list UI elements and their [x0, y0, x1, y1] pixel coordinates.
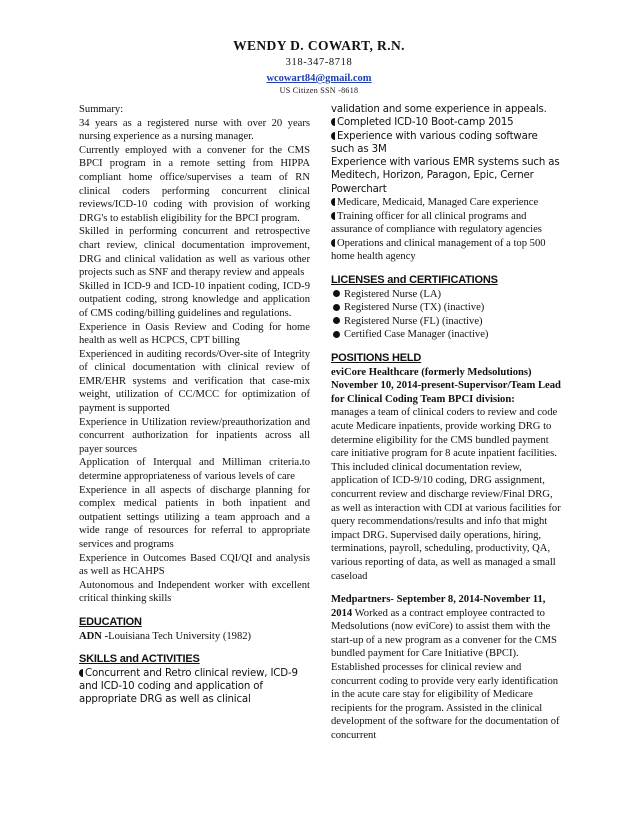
education-school: Louisiana Tech University (1982) — [108, 630, 252, 642]
skills-item — [331, 196, 563, 210]
bullet-icon — [331, 212, 335, 220]
bullet-icon — [333, 331, 340, 338]
summary-para: Experience in Utilization review/preauthorization and concurrent authorization for inpatients across all payer sources — [79, 416, 310, 455]
bullet-icon — [333, 304, 340, 311]
summary-para: Experience in Oasis Review and Coding for home health as well as HCPCS, CPT billing — [79, 321, 310, 347]
license-item — [331, 301, 563, 315]
license-item — [331, 315, 563, 329]
candidate-name: WENDY D. COWART, R.N. — [233, 38, 405, 53]
skills-item — [79, 667, 310, 707]
job-title: Medpartners- September 8, 2014-November 11, 2014 — [331, 594, 546, 619]
skills-item-text: Completed ICD-10 Boot-camp 2015 — [337, 117, 514, 129]
license-text: Registered Nurse (TX) (inactive) — [344, 302, 485, 314]
phone-number: 318-347-8718 — [285, 57, 353, 68]
summary-para: 34 years as a registered nurse with over 20 years nursing experience as a nursing manager. — [79, 117, 310, 143]
skills-continued: validation and some experience in appeals. — [331, 104, 547, 115]
education-degree: ADN - — [79, 630, 109, 642]
license-text: Registered Nurse (FL) (inactive) — [344, 315, 483, 327]
summary-para: Autonomous and Independent worker with excellent critical thinking skills — [79, 579, 310, 605]
summary-para: Experience in all aspects of discharge planning for complex medical patients in both inpatient and outpatient settings utilizing a team approach and a wide range of resources for referral to appropriate services and programs — [79, 484, 310, 550]
summary-heading: Summary: — [79, 104, 124, 115]
job-entry — [331, 593, 563, 743]
skills-item-text: Experience with various coding software such as 3M — [331, 130, 538, 155]
skills-item — [331, 116, 563, 129]
bullet-icon — [331, 118, 335, 126]
bullet-icon — [333, 290, 340, 297]
license-text: Certified Case Manager (inactive) — [344, 329, 489, 341]
bullet-icon — [331, 132, 335, 140]
bullet-icon — [331, 198, 335, 206]
summary-para: Skilled in ICD-9 and ICD-10 inpatient coding, ICD-9 outpatient coding, strong knowledge and application of CMS coding/billing guidelines and regulations. — [79, 280, 310, 319]
job-description: manages a team of clinical coders to review and code acute Medicare inpatients, provide working DRG to determine eligibility for the CMS bundled payment care initiative program for 8 acute inpatient facilities. This included clinical documentation review, application of ICD-9/10 coding, DRG assignment, concurrent review and discharge review/Final DRG, as well as interaction with CDI at various facilities for query recommendations/results and info that might impact DRG. Supervised daily operations, hiring, terminations, payroll, scheduling, productivity, QA, various reporting of data, as well as managed a small caseload — [331, 407, 561, 582]
skills-item — [331, 130, 563, 157]
bullet-icon — [331, 239, 335, 247]
email-link[interactable]: wcowart84@gmail.com — [266, 73, 372, 84]
education-heading: EDUCATION — [79, 615, 142, 628]
summary-paragraphs — [79, 117, 310, 606]
skills-item-text: Training officer for all clinical programs and assurance of compliance with regulatory agencies — [331, 210, 542, 236]
summary-para: Currently employed with a convener for the CMS BPCI program in a remote setting from HIPPA compliant home office/supervises a team of RN clinical coders performing concurrent clinical reviews/ICD-10 coding with provision of working DRG's to establish eligibility for the BPCI program. — [79, 144, 310, 224]
skills-item — [331, 237, 563, 264]
positions-heading: POSITIONS HELD — [331, 352, 422, 365]
skills-item-text: Medicare, Medicaid, Managed Care experience — [337, 197, 539, 209]
licenses-heading: LICENSES and CERTIFICATIONS — [331, 274, 498, 287]
right-column — [331, 103, 563, 743]
resume-header — [0, 38, 638, 95]
bullet-icon — [79, 669, 83, 677]
left-column — [79, 103, 310, 707]
summary-para: Application of Interqual and Milliman criteria.to determine appropriateness of various levels of care — [79, 457, 310, 483]
summary-para: Experienced in auditing records/Over-site of Integrity of clinical documentation with clinical review of EMR/EHR systems and verification that case-mix weight, utilization of CC/MCC for optimization of payment is supported — [79, 348, 310, 415]
license-text: Registered Nurse (LA) — [344, 288, 442, 300]
education-entry — [79, 630, 310, 644]
skills-item — [331, 210, 563, 237]
citizenship-line: US Citizen SSN -8618 — [279, 86, 359, 95]
skills-heading: SKILLS and ACTIVITIES — [79, 653, 200, 666]
skills-emr: Experience with various EMR systems such as Meditech, Horizon, Paragon, Epic, Cerner Powerchart — [331, 157, 560, 195]
job-description: Worked as a contract employee contracted to Medsolutions (now eviCore) to assist them with the start-up of a new program as a convener for the CMS bundled payment for Care Initiative (BPCI). Established processes for clinical review and concurrent coding to provide very early identification in the acute care stay for eligibility of Medicare recipients for the program. Assisted in the clinical development of the software for the documentation of concurrent — [331, 607, 560, 742]
license-item — [331, 288, 563, 302]
skills-item-text: Operations and clinical management of a top 500 home health agency — [331, 237, 546, 263]
skills-item-text: Concurrent and Retro clinical review, ICD-9 and ICD-10 coding and application of appropriate DRG as well as clinical — [79, 667, 298, 706]
license-item — [331, 328, 563, 342]
job-title: eviCore Healthcare (formerly Medsolutions) November 10, 2014-present-Supervisor/Team Lead for Clinical Coding Team BPCI division: — [331, 366, 561, 405]
bullet-icon — [333, 317, 340, 324]
summary-para: Skilled in performing concurrent and retrospective chart review, clinical documentation improvement, DRG and clinical validation as well as various other projects such as SNF and therapy review and appeals — [79, 226, 310, 279]
summary-para: Experience in Outcomes Based CQI/QI and analysis as well as HCAHPS — [79, 552, 310, 578]
